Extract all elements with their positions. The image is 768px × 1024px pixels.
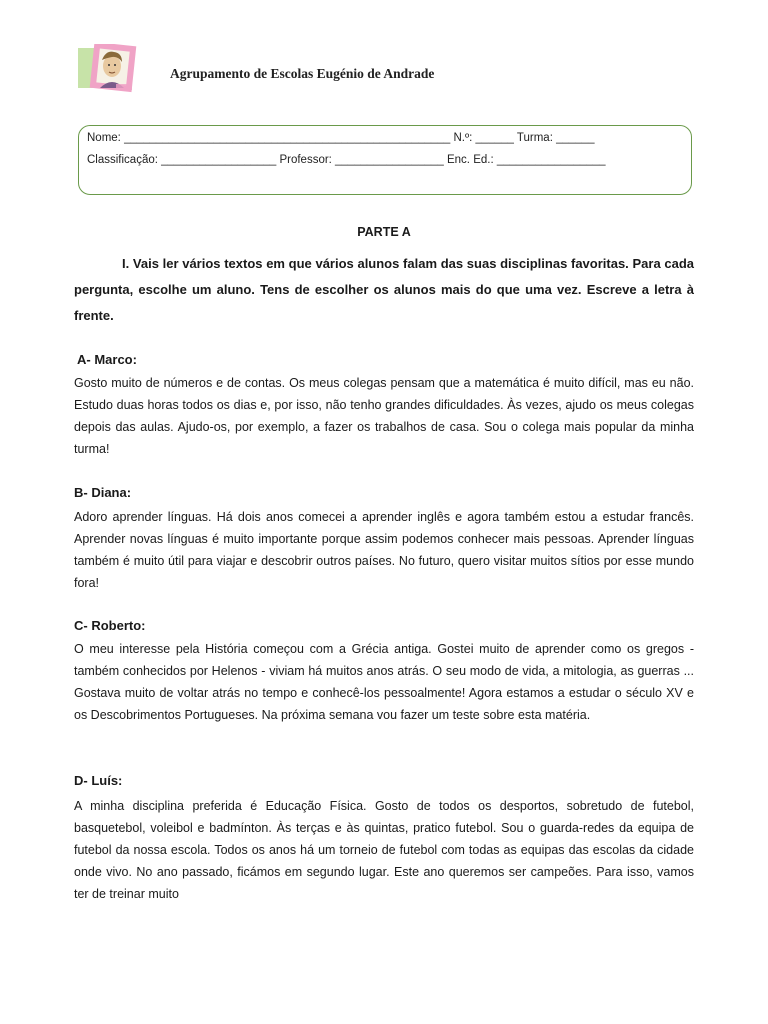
school-name: Agrupamento de Escolas Eugénio de Andrade bbox=[170, 66, 435, 81]
school-logo bbox=[76, 44, 138, 96]
section-text-a: Gosto muito de números e de contas. Os meus colegas pensam que a matemática é muito difícil, mas eu não. Estudo duas horas todos os dias e, por isso, não tenho grandes dificuldades. Às vezes, ajudo os meus colegas depois das aulas. Ajudo-os, por exemplo, a fazer os trabalhos de casa. Sou o colega mais popular da minha turma! bbox=[74, 376, 694, 456]
section-heading-c: C- Roberto: bbox=[74, 618, 146, 633]
section-text-b: Adoro aprender línguas. Há dois anos comecei a aprender inglês e agora também estou a estudar francês. Aprender novas línguas é muito importante porque assim podemos conhecer mais pessoas. Aprender línguas também é muito útil para viajar e descobrir outros países. No futuro, quero visitar muitos sítios por esse mundo fora! bbox=[74, 510, 694, 590]
info-line-classification: Classificação: __________________ Professor: _________________ Enc. Ed.: _________________ bbox=[87, 154, 606, 166]
section-heading-b: B- Diana: bbox=[74, 485, 132, 500]
info-line-name: Nome: ___________________________________________________ N.º: ______ Turma: ______ bbox=[87, 132, 595, 144]
section-heading-a: A- Marco: bbox=[77, 352, 137, 367]
part-title: PARTE A bbox=[357, 225, 411, 239]
school-logo-image bbox=[76, 44, 138, 96]
section-text-c: O meu interesse pela História começou com a Grécia antiga. Gostei muito de aprender como os gregos - também conhecidos por Helenos - viviam há muitos anos atrás. O seu modo de vida, a mitologia, as guerras ... Gostava muito de voltar atrás no tempo e conhecê-los pessoalmente! Agora estamos a estudar o século XV e os Descobrimentos Portugueses. Na próxima semana vou fazer um teste sobre esta matéria. bbox=[74, 642, 694, 722]
section-heading-d: D- Luís: bbox=[74, 773, 123, 788]
section-text-d: A minha disciplina preferida é Educação Física. Gosto de todos os desportos, sobretudo de futebol, basquetebol, voleibol e badmínton. Às terças e às quintas, pratico futebol. Sou o guarda-redes da equipa de futebol da nossa escola. Todos os anos há um torneio de futebol com todas as equipas das escolas da cidade onde vivo. No ano passado, ficámos em segundo lugar. Este ano queremos ser campeões. Para isso, vamos ter de treinar muito bbox=[74, 799, 694, 901]
student-info-box bbox=[78, 125, 692, 195]
instructions: I. Vais ler vários textos em que vários alunos falam das suas disciplinas favoritas. Para cada pergunta, escolhe um aluno. Tens de escolher os alunos mais do que uma vez. Escreve a letra à frente. bbox=[74, 256, 694, 323]
